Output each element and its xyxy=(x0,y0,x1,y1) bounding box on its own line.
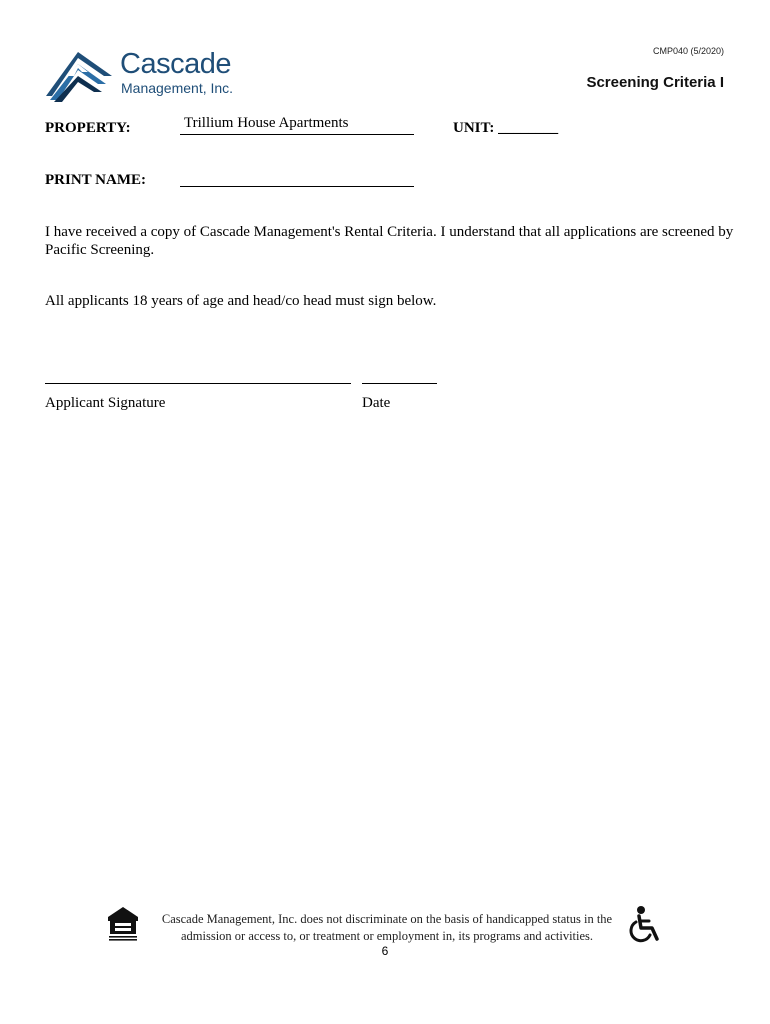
unit-field[interactable]: UNIT: ________ xyxy=(453,120,559,136)
property-underline xyxy=(180,134,414,135)
wheelchair-accessibility-icon xyxy=(627,905,663,943)
cascade-logo-icon xyxy=(44,46,114,102)
acknowledgement-text: I have received a copy of Cascade Management's Rental Criteria. I understand that all applications are screened by Pacific Screening. xyxy=(45,224,734,258)
document-title: Screening Criteria I xyxy=(586,74,724,91)
property-label: PROPERTY: xyxy=(45,120,131,136)
property-field-value[interactable]: Trillium House Apartments xyxy=(184,115,349,131)
sign-instruction-text: All applicants 18 years of age and head/co head must sign below. xyxy=(45,293,437,309)
company-name: Cascade xyxy=(120,48,231,80)
form-code: CMP040 (5/2020) xyxy=(652,46,724,56)
date-label: Date xyxy=(362,395,391,411)
date-field[interactable] xyxy=(362,383,437,384)
applicant-signature-label: Applicant Signature xyxy=(45,395,166,411)
print-name-field[interactable] xyxy=(180,186,414,187)
non-discrimination-statement: Cascade Management, Inc. does not discriminate on the basis of handicapped status in the admission or access to, or treatment or employment in, its programs and activities. xyxy=(161,912,613,943)
page-number: 6 xyxy=(381,944,389,958)
company-subname: Management, Inc. xyxy=(121,80,234,96)
print-name-label: PRINT NAME: xyxy=(45,172,146,188)
equal-housing-opportunity-icon xyxy=(106,905,140,941)
applicant-signature-field[interactable] xyxy=(45,383,351,384)
